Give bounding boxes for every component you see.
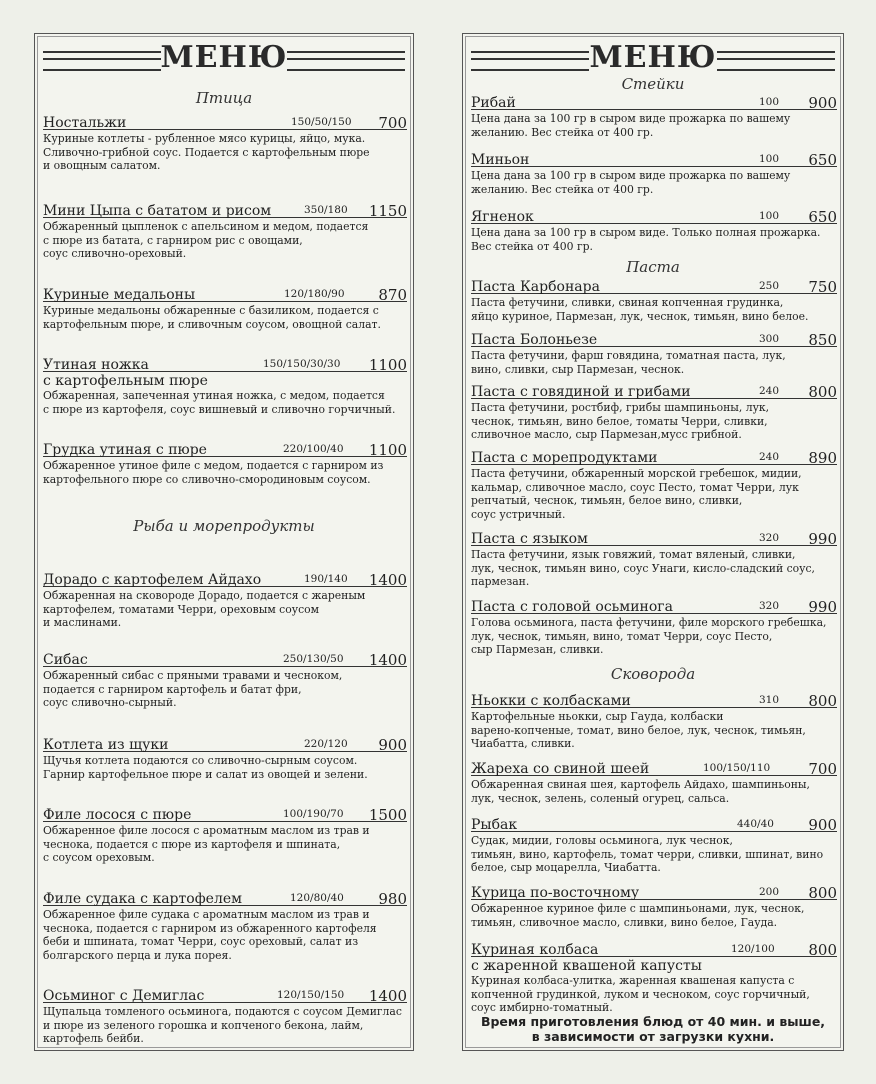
item-description: Цена дана за 100 гр в сыром виде прожарка по вашему желанию. Вес стейка от 400 гр. (471, 169, 791, 196)
menu-item (43, 569, 407, 630)
item-name: Миньон (471, 152, 530, 168)
item-price: 750 (808, 278, 837, 296)
item-weight: 120/100 (731, 943, 775, 955)
item-price: 800 (808, 884, 837, 902)
item-weight: 150/50/150 (291, 116, 352, 128)
item-weight: 200 (759, 886, 780, 898)
item-weight: 100/190/70 (283, 808, 344, 820)
item-name: Рыбак (471, 817, 518, 833)
item-price: 1150 (368, 202, 407, 220)
item-name: Осьминог с Демиглас (43, 988, 205, 1004)
menu-header (463, 40, 843, 80)
item-price: 890 (808, 449, 837, 467)
item-name: Паста с морепродуктами (471, 450, 658, 466)
item-weight: 350/180 (304, 204, 348, 216)
section-title: Птица (195, 89, 253, 107)
item-description: Картофельные ньокки, сыр Гауда, колбаски варено-копченые, томат, вино белое, лук, чеснок, тимьян, Чиабатта, сливки. (471, 710, 806, 751)
item-name: Ягненок (471, 209, 534, 225)
item-description: Щупальца томленого осьминога, подаются с соусом Демиглас и пюре из зеленого горошка и копченого бекона, лайм, картофель бейби. (43, 1005, 402, 1046)
item-name: Жареха со свиной шеей (471, 761, 650, 777)
item-price: 870 (378, 286, 407, 304)
item-description: Обжаренная, запеченная утиная ножка, с медом, подается с пюре из картофеля, соус вишневый и сливочно горчичный. (43, 389, 396, 416)
item-weight: 120/150/150 (277, 989, 345, 1001)
item-price: 800 (808, 692, 837, 710)
item-price: 700 (808, 760, 837, 778)
item-price: 650 (808, 151, 837, 169)
item-weight: 120/180/90 (284, 288, 345, 300)
menu-header (35, 40, 413, 80)
item-description: Цена дана за 100 гр в сыром виде прожарка по вашему желанию. Вес стейка от 400 гр. (471, 112, 791, 139)
menu-item (471, 329, 837, 376)
item-name: Дорадо с картофелем Айдахо (43, 572, 262, 588)
item-price: 980 (378, 890, 407, 908)
menu-item (471, 276, 837, 323)
item-description: Куриные котлеты - рубленное мясо курицы, яйцо, мука. Сливочно-грибной соус. Подается с картофельным пюре и овощным салатом. (43, 132, 370, 173)
item-name: Паста Болоньезе (471, 332, 598, 348)
item-weight: 190/140 (304, 573, 348, 585)
item-description: Куриная колбаса-улитка, жаренная квашеная капуста с копченной грудинкой, луком и чесноком, соус горчичный, соус имбирно-томатный. (471, 974, 810, 1015)
item-price: 700 (378, 114, 407, 132)
menu-item (43, 200, 407, 261)
item-description: Паста фетучини, ростбиф, грибы шампиньоны, лук, чеснок, тимьян, вино белое, томаты Черри, сливки, сливочное масло, сыр Пармезан,мусс грибной. (471, 401, 770, 442)
item-price: 800 (808, 383, 837, 401)
item-weight: 250 (759, 280, 780, 292)
menu-item (471, 149, 837, 196)
item-description: Обжаренное филе судака с ароматным маслом из трав и чеснока, подается с гарниром из обжаренного картофеля беби и шпината, томат Черри, соус ореховый, салат из болгарского перца и лука порея. (43, 908, 377, 962)
item-subtitle: с картофельным пюре (43, 373, 208, 389)
item-weight: 100 (759, 96, 780, 108)
item-name: Утиная ножка (43, 357, 149, 373)
item-price: 1400 (368, 987, 407, 1005)
menu-item (471, 939, 837, 1015)
cooking-time-note: Время приготовления блюд от 40 мин. и выше, в зависимости от загрузки кухни. (480, 1014, 826, 1044)
item-name: Куриные медальоны (43, 287, 196, 303)
menu-item (471, 92, 837, 139)
item-description: Паста фетучини, обжаренный морской гребешок, мидии, кальмар, сливочное масло, соус Песто, томат Черри, лук репчатый, чеснок, тимьян, белое вино, сливки, соус устричный. (471, 467, 802, 521)
item-description: Обжаренный сибас с пряными травами и чесноком, подается с гарниром картофель и батат фри, соус сливочно-сырный. (43, 669, 343, 710)
item-weight: 320 (759, 532, 780, 544)
item-price: 1500 (368, 806, 407, 824)
item-weight: 300 (759, 333, 780, 345)
item-price: 1100 (368, 441, 407, 459)
item-price: 1400 (368, 571, 407, 589)
item-price: 1400 (368, 651, 407, 669)
menu-item (471, 882, 837, 929)
menu-item (471, 447, 837, 521)
item-price: 850 (808, 331, 837, 349)
item-price: 990 (808, 598, 837, 616)
item-name: Котлета из щуки (43, 737, 169, 753)
menu-item (43, 804, 407, 865)
item-name: Паста с головой осьминога (471, 599, 673, 615)
item-weight: 250/130/50 (283, 653, 344, 665)
item-description: Голова осьминога, паста фетучини, филе морского гребешка, лук, чеснок, тимьян, вино, томат Черри, соус Песто, сыр Пармезан, сливки. (471, 616, 827, 657)
menu-item (471, 528, 837, 589)
menu-page-left (34, 33, 414, 1051)
item-price: 900 (808, 94, 837, 112)
item-price: 990 (808, 530, 837, 548)
menu-item (471, 381, 837, 442)
menu-item (43, 284, 407, 331)
item-description: Судак, мидии, головы осьминога, лук чеснок, тимьян, вино, картофель, томат черри, сливки, шпинат, вино белое, сыр моцарелла, Чиабатта. (471, 834, 824, 875)
item-description: Паста фетучини, язык говяжий, томат вяленый, сливки, лук, чеснок, тимьян вино, соус Унаги, кисло-сладский соус, пармезан. (471, 548, 815, 589)
item-description: Паста фетучини, фарш говядина, томатная паста, лук, вино, сливки, сыр Пармезан, чеснок. (471, 349, 786, 376)
item-name: Грудка утиная с пюре (43, 442, 207, 458)
item-name: Ностальжи (43, 115, 127, 131)
section-title: Стейки (621, 75, 685, 93)
item-weight: 120/80/40 (290, 892, 344, 904)
menu-title: МЕНЮ (160, 40, 288, 75)
item-description: Обжаренное утиное филе с медом, подается с гарниром из картофельного пюре со сливочно-смородиновым соусом. (43, 459, 384, 486)
item-price: 1100 (368, 356, 407, 374)
item-price: 900 (808, 816, 837, 834)
item-name: Паста с языком (471, 531, 588, 547)
menu-item (43, 649, 407, 710)
section-title: Паста (626, 258, 680, 276)
item-name: Мини Цыпа с бататом и рисом (43, 203, 272, 219)
menu-item (471, 814, 837, 875)
menu-item (43, 112, 407, 173)
menu-item (471, 690, 837, 751)
item-name: Филе судака с картофелем (43, 891, 243, 907)
item-description: Обжаренный цыпленок с апельсином и медом, подается с пюре из батата, с гарниром рис с овощами, соус сливочно-ореховый. (43, 220, 369, 261)
item-price: 650 (808, 208, 837, 226)
item-weight: 240 (759, 385, 780, 397)
section-title: Сковорода (610, 665, 696, 683)
item-description: Обжаренная свиная шея, картофель Айдахо, шампиньоны, лук, чеснок, зелень, соленый огурец, сальса. (471, 778, 810, 805)
menu-title: МЕНЮ (589, 40, 717, 75)
menu-item (471, 596, 837, 657)
item-description: Паста фетучини, сливки, свиная копченная грудинка, яйцо куриное, Пармезан, лук, чеснок, тимьян, вино белое. (471, 296, 809, 323)
item-name: Курица по-восточному (471, 885, 640, 901)
section-title: Рыба и морепродукты (133, 517, 315, 535)
item-weight: 100 (759, 210, 780, 222)
menu-item (43, 734, 407, 781)
item-weight: 150/150/30/30 (263, 358, 341, 370)
item-name: Филе лосося с пюре (43, 807, 192, 823)
item-name: Паста Карбонара (471, 279, 600, 295)
item-price: 900 (378, 736, 407, 754)
menu-item (471, 206, 837, 253)
item-description: Обжаренное филе лосося с ароматным маслом из трав и чеснока, подается с пюре из картофеля и шпината, с соусом ореховым. (43, 824, 370, 865)
item-name: Куриная колбаса (471, 942, 599, 958)
item-weight: 100/150/110 (703, 762, 771, 774)
item-name: Ньокки с колбасками (471, 693, 631, 709)
item-weight: 440/40 (737, 818, 774, 830)
menu-item (43, 354, 407, 416)
item-name: Паста с говядиной и грибами (471, 384, 691, 400)
menu-item (471, 758, 837, 805)
item-weight: 320 (759, 600, 780, 612)
item-description: Обжаренная на сковороде Дорадо, подается с жареным картофелем, томатами Черри, ореховым соусом и маслинами. (43, 589, 366, 630)
item-name: Сибас (43, 652, 88, 668)
item-name: Рибай (471, 95, 516, 111)
item-description: Цена дана за 100 гр в сыром виде. Только полная прожарка. Вес стейка от 400 гр. (471, 226, 821, 253)
menu-page-right (462, 33, 844, 1051)
item-subtitle: с жаренной квашеной капусты (471, 958, 702, 974)
menu-item (43, 985, 407, 1046)
item-weight: 220/120 (304, 738, 348, 750)
item-price: 800 (808, 941, 837, 959)
item-weight: 240 (759, 451, 780, 463)
item-description: Куриные медальоны обжаренные с базиликом, подается с картофельным пюре, и сливочным соусом, овощной салат. (43, 304, 381, 331)
menu-item (43, 888, 407, 962)
item-description: Обжаренное куриное филе с шампиньонами, лук, чеснок, тимьян, сливочное масло, сливки, вино белое, Гауда. (471, 902, 805, 929)
item-weight: 100 (759, 153, 780, 165)
item-weight: 310 (759, 694, 780, 706)
menu-item (43, 439, 407, 486)
item-description: Щучья котлета подаются со сливочно-сырным соусом. Гарнир картофельное пюре и салат из овощей и зелени. (43, 754, 368, 781)
item-weight: 220/100/40 (283, 443, 344, 455)
